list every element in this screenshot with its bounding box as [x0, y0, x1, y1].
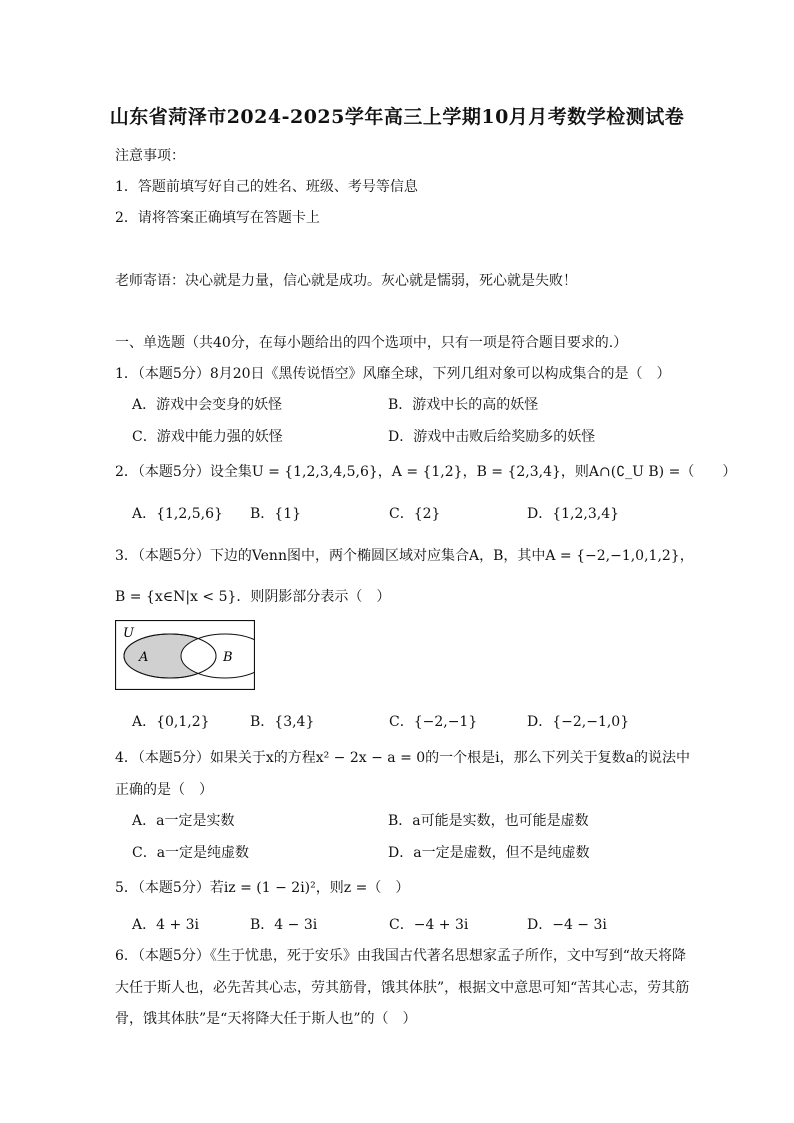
question-6-stem-cont: 大任于斯人也，必先苦其心志，劳其筋骨，饿其体肤”，根据文中意思可知“苦其心志，劳其筋 — [115, 980, 690, 996]
question-4-stem: 4．（本题5分）如果关于x的方程x² − 2x − a = 0的一个根是i，那么下列关于复数a的说法中 — [115, 750, 690, 766]
venn-diagram — [115, 620, 255, 690]
question-6-stem-cont: 骨，饿其体肤”是“天将降大任于斯人也”的（ ） — [115, 1011, 417, 1027]
question-2-option-a: A．{1,2,5,6} — [132, 506, 223, 522]
exam-title: 山东省菏泽市2024-2025学年高三上学期10月月考数学检测试卷 — [109, 106, 685, 128]
question-2-option-d: D．{1,2,3,4} — [527, 506, 620, 522]
question-1-option-c: C．游戏中能力强的妖怪 — [132, 429, 283, 445]
question-3-option-a: A．{0,1,2} — [132, 714, 210, 730]
venn-universe-label: U — [123, 626, 134, 641]
question-4-stem-cont: 正确的是（ ） — [115, 782, 213, 798]
question-1-option-b: B．游戏中长的高的妖怪 — [388, 397, 539, 413]
question-2-stem: 2．（本题5分）设全集U = {1,2,3,4,5,6}，A = {1,2}，B = {2,3,4}，则A∩(∁_U B) =（ ） — [115, 464, 737, 480]
question-5-option-b: B．4 − 3i — [250, 917, 318, 933]
notice-item: 2．请将答案正确填写在答题卡上 — [115, 210, 320, 226]
venn-set-b-label: B — [223, 650, 233, 665]
question-1-stem: 1．（本题5分）8月20日《黑传说悟空》风靡全球，下列几组对象可以构成集合的是（ ） — [115, 366, 671, 382]
question-3-option-b: B．{3,4} — [250, 714, 315, 730]
question-1-option-a: A．游戏中会变身的妖怪 — [132, 397, 283, 413]
question-4-option-a: A．a一定是实数 — [132, 813, 235, 829]
teacher-message: 老师寄语：决心就是力量，信心就是成功。灰心就是懦弱，死心就是失败！ — [115, 273, 577, 289]
question-5-option-c: C．−4 + 3i — [389, 917, 469, 933]
notice-item: 1．答题前填写好自己的姓名、班级、考号等信息 — [115, 179, 418, 195]
question-4-option-c: C．a一定是纯虚数 — [132, 845, 250, 861]
question-2-option-b: B．{1} — [250, 506, 302, 522]
question-3-option-d: D．{−2,−1,0} — [527, 714, 630, 730]
question-4-option-d: D．a一定是虚数，但不是纯虚数 — [388, 845, 590, 861]
section-heading: 一、单选题（共40分，在每小题给出的四个选项中，只有一项是符合题目要求的.） — [115, 335, 628, 351]
question-5-option-a: A．4 + 3i — [132, 917, 200, 933]
notice-heading: 注意事项： — [115, 148, 185, 164]
venn-set-a-label: A — [139, 650, 149, 665]
question-5-option-d: D．−4 − 3i — [527, 917, 607, 933]
question-2-option-c: C．{2} — [389, 506, 441, 522]
question-3-stem-cont: B = {x∈N|x < 5}．则阴影部分表示（ ） — [115, 589, 391, 605]
question-3-stem: 3．（本题5分）下边的Venn图中，两个椭圆区域对应集合A，B，其中A = {−2,−1,0,1,2}， — [115, 548, 694, 564]
question-1-option-d: D．游戏中击败后给奖励多的妖怪 — [388, 429, 596, 445]
question-3-option-c: C．{−2,−1} — [389, 714, 478, 730]
question-6-stem: 6．（本题5分）《生于忧患，死于安乐》由我国古代著名思想家孟子所作，文中写到“故天将降 — [115, 948, 686, 964]
question-4-option-b: B．a可能是实数，也可能是虚数 — [388, 813, 589, 829]
question-5-stem: 5．（本题5分）若iz = (1 − 2i)²，则z =（ ） — [115, 880, 410, 896]
